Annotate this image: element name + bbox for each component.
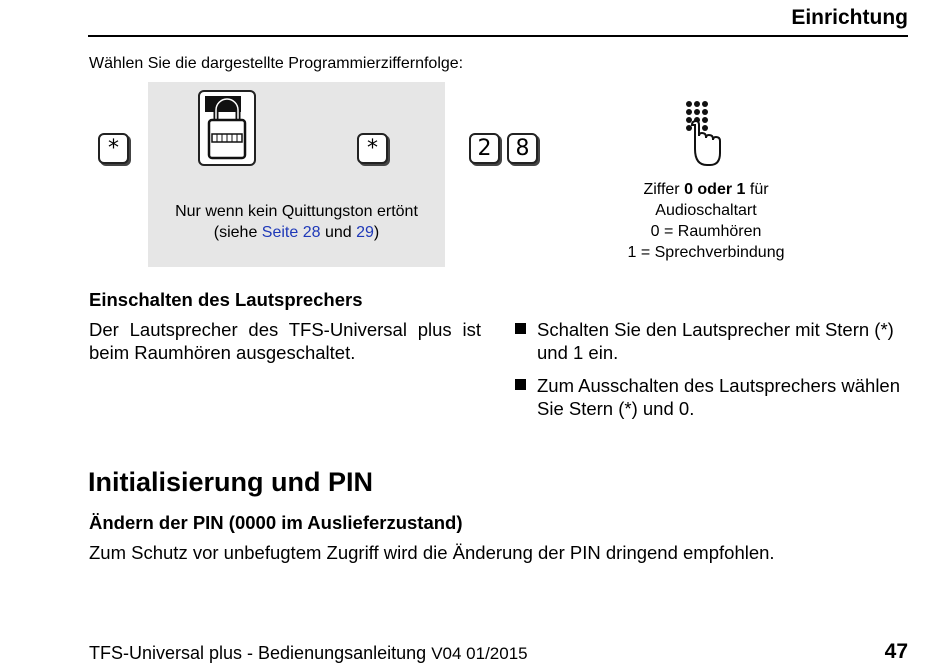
panel-note-line2 xyxy=(148,222,445,243)
digit-info-line1 xyxy=(590,179,822,200)
bullet-square-icon xyxy=(515,323,526,334)
digit-info-suffix: für xyxy=(745,181,769,198)
page-29-link[interactable]: 29 xyxy=(356,224,374,241)
star-key-icon: * xyxy=(98,133,129,164)
section-title: Einrichtung xyxy=(791,6,908,29)
panel-note-suffix: ) xyxy=(373,224,380,241)
page-28-link[interactable]: Seite 28 xyxy=(261,224,321,241)
speaker-heading: Einschalten des Lautsprechers xyxy=(89,289,363,310)
bullet-text: Schalten Sie den Lautsprecher mit Stern (*) und 1 ein. xyxy=(537,319,894,363)
speaker-description: Der Lautsprecher des TFS-Universal plus ist beim Raumhören ausgeschaltet. xyxy=(89,319,481,363)
bullet-item xyxy=(515,374,910,420)
digit-info-bold: 0 oder 1 xyxy=(684,181,746,198)
keypad-finger-icon xyxy=(682,98,728,168)
digit-info-line2: Audioschaltart xyxy=(655,202,757,219)
panel-note xyxy=(148,201,445,243)
digit-info-prefix: Ziffer xyxy=(643,181,685,198)
star-key-icon: * xyxy=(357,133,388,164)
digit-info-line4: 1 = Sprechverbindung xyxy=(627,244,785,261)
footer-doc-title: TFS-Universal plus - Bedienungsanleitung xyxy=(89,643,427,663)
main-heading: Initialisierung und PIN xyxy=(88,467,374,497)
footer-version: V04 01/2015 xyxy=(431,644,528,663)
footer xyxy=(89,643,528,664)
digit-2-key-icon: 2 xyxy=(469,133,500,164)
panel-note-prefix: (siehe xyxy=(213,224,262,241)
pin-subheading: Ändern der PIN (0000 im Auslieferzustand) xyxy=(89,512,463,533)
intro-text: Wählen Sie die dargestellte Programmierziffernfolge: xyxy=(89,55,464,72)
panel-note-line1: Nur wenn kein Quittungston ertönt xyxy=(175,203,418,220)
bullet-square-icon xyxy=(515,379,526,390)
panel-note-mid: und xyxy=(320,224,357,241)
padlock-key-icon xyxy=(198,90,256,166)
bullet-text: Zum Ausschalten des Lautsprechers wählen Sie Stern (*) und 0. xyxy=(537,375,901,419)
digit-info xyxy=(590,179,822,263)
header-rule xyxy=(88,35,908,37)
page-number: 47 xyxy=(884,640,908,663)
bullet-item xyxy=(515,318,910,364)
digit-8-key-icon: 8 xyxy=(507,133,538,164)
pin-text: Zum Schutz vor unbefugtem Zugriff wird die Änderung der PIN dringend empfohlen. xyxy=(89,542,775,563)
digit-info-line3: 0 = Raumhören xyxy=(650,223,762,240)
